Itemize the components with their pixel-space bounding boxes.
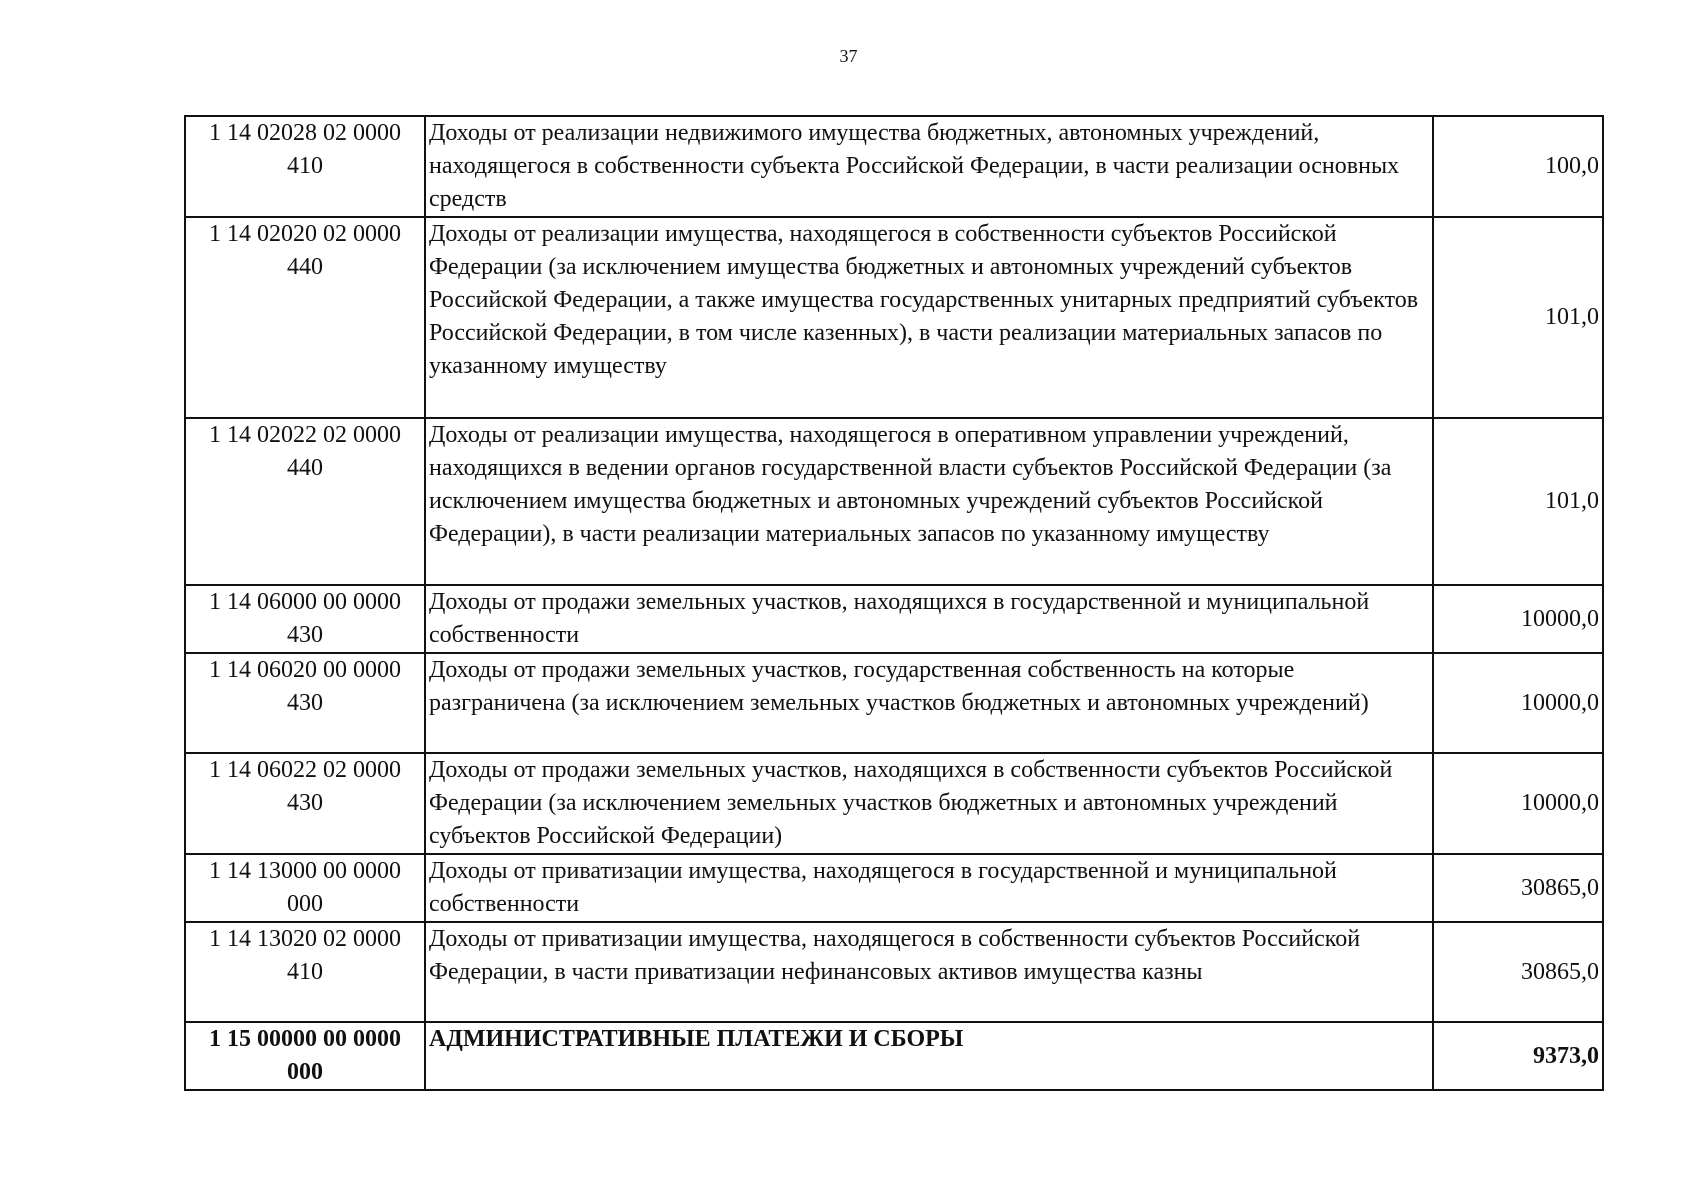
budget-code: 1 14 13000 00 0000 000 (185, 854, 425, 922)
revenue-table (184, 115, 1604, 1091)
page-number: 37 (839, 46, 858, 66)
table-row (185, 116, 1603, 217)
budget-code: 1 14 02022 02 0000 440 (185, 418, 425, 585)
revenue-description: Доходы от реализации недвижимого имущества бюджетных, автономных учреждений, находящегося в собственности субъекта Российской Федерации, в части реализации основных средств (425, 116, 1433, 217)
budget-code: 1 14 13020 02 0000 410 (185, 922, 425, 1022)
table-row-total (185, 1022, 1603, 1090)
revenue-description: Доходы от реализации имущества, находящегося в собственности субъектов Российской Федерации (за исключением имущества бюджетных и автономных учреждений субъектов Российской Федерации, а также имущества государственных унитарных предприятий субъектов Российской Федерации, в том числе казенных), в части реализации материальных запасов по указанному имуществу (425, 217, 1433, 418)
table-row (185, 418, 1603, 585)
budget-code: 1 14 06000 00 0000 430 (185, 585, 425, 653)
revenue-amount: 30865,0 (1433, 922, 1603, 1022)
revenue-amount: 101,0 (1433, 418, 1603, 585)
budget-code: 1 14 06022 02 0000 430 (185, 753, 425, 854)
revenue-description: Доходы от продажи земельных участков, государственная собственность на которые разграничена (за исключением земельных участков бюджетных и автономных учреждений) (425, 653, 1433, 753)
table-row (185, 753, 1603, 854)
budget-code: 1 14 02028 02 0000 410 (185, 116, 425, 217)
table-row (185, 854, 1603, 922)
revenue-amount: 100,0 (1433, 116, 1603, 217)
revenue-amount: 9373,0 (1433, 1022, 1603, 1090)
revenue-amount: 10000,0 (1433, 653, 1603, 753)
table-row (185, 585, 1603, 653)
revenue-amount: 10000,0 (1433, 753, 1603, 854)
budget-code: 1 14 06020 00 0000 430 (185, 653, 425, 753)
budget-code: 1 14 02020 02 0000 440 (185, 217, 425, 418)
revenue-description: Доходы от приватизации имущества, находящегося в государственной и муниципальной собственности (425, 854, 1433, 922)
revenue-description: Доходы от продажи земельных участков, находящихся в собственности субъектов Российской Федерации (за исключением земельных участков бюджетных и автономных учреждений субъектов Российской Федерации) (425, 753, 1433, 854)
revenue-amount: 101,0 (1433, 217, 1603, 418)
revenue-description: Доходы от продажи земельных участков, находящихся в государственной и муниципальной собственности (425, 585, 1433, 653)
revenue-description: Доходы от приватизации имущества, находящегося в собственности субъектов Российской Федерации, в части приватизации нефинансовых активов имущества казны (425, 922, 1433, 1022)
revenue-amount: 10000,0 (1433, 585, 1603, 653)
revenue-description: Доходы от реализации имущества, находящегося в оперативном управлении учреждений, находящихся в ведении органов государственной власти субъектов Российской Федерации (за исключением имущества бюджетных и автономных учреждений субъектов Российской Федерации), в части реализации материальных запасов по указанному имуществу (425, 418, 1433, 585)
table-row (185, 922, 1603, 1022)
table-row (185, 653, 1603, 753)
revenue-amount: 30865,0 (1433, 854, 1603, 922)
table-row (185, 217, 1603, 418)
budget-code: 1 15 00000 00 0000 000 (185, 1022, 425, 1090)
revenue-description: АДМИНИСТРАТИВНЫЕ ПЛАТЕЖИ И СБОРЫ (425, 1022, 1433, 1090)
